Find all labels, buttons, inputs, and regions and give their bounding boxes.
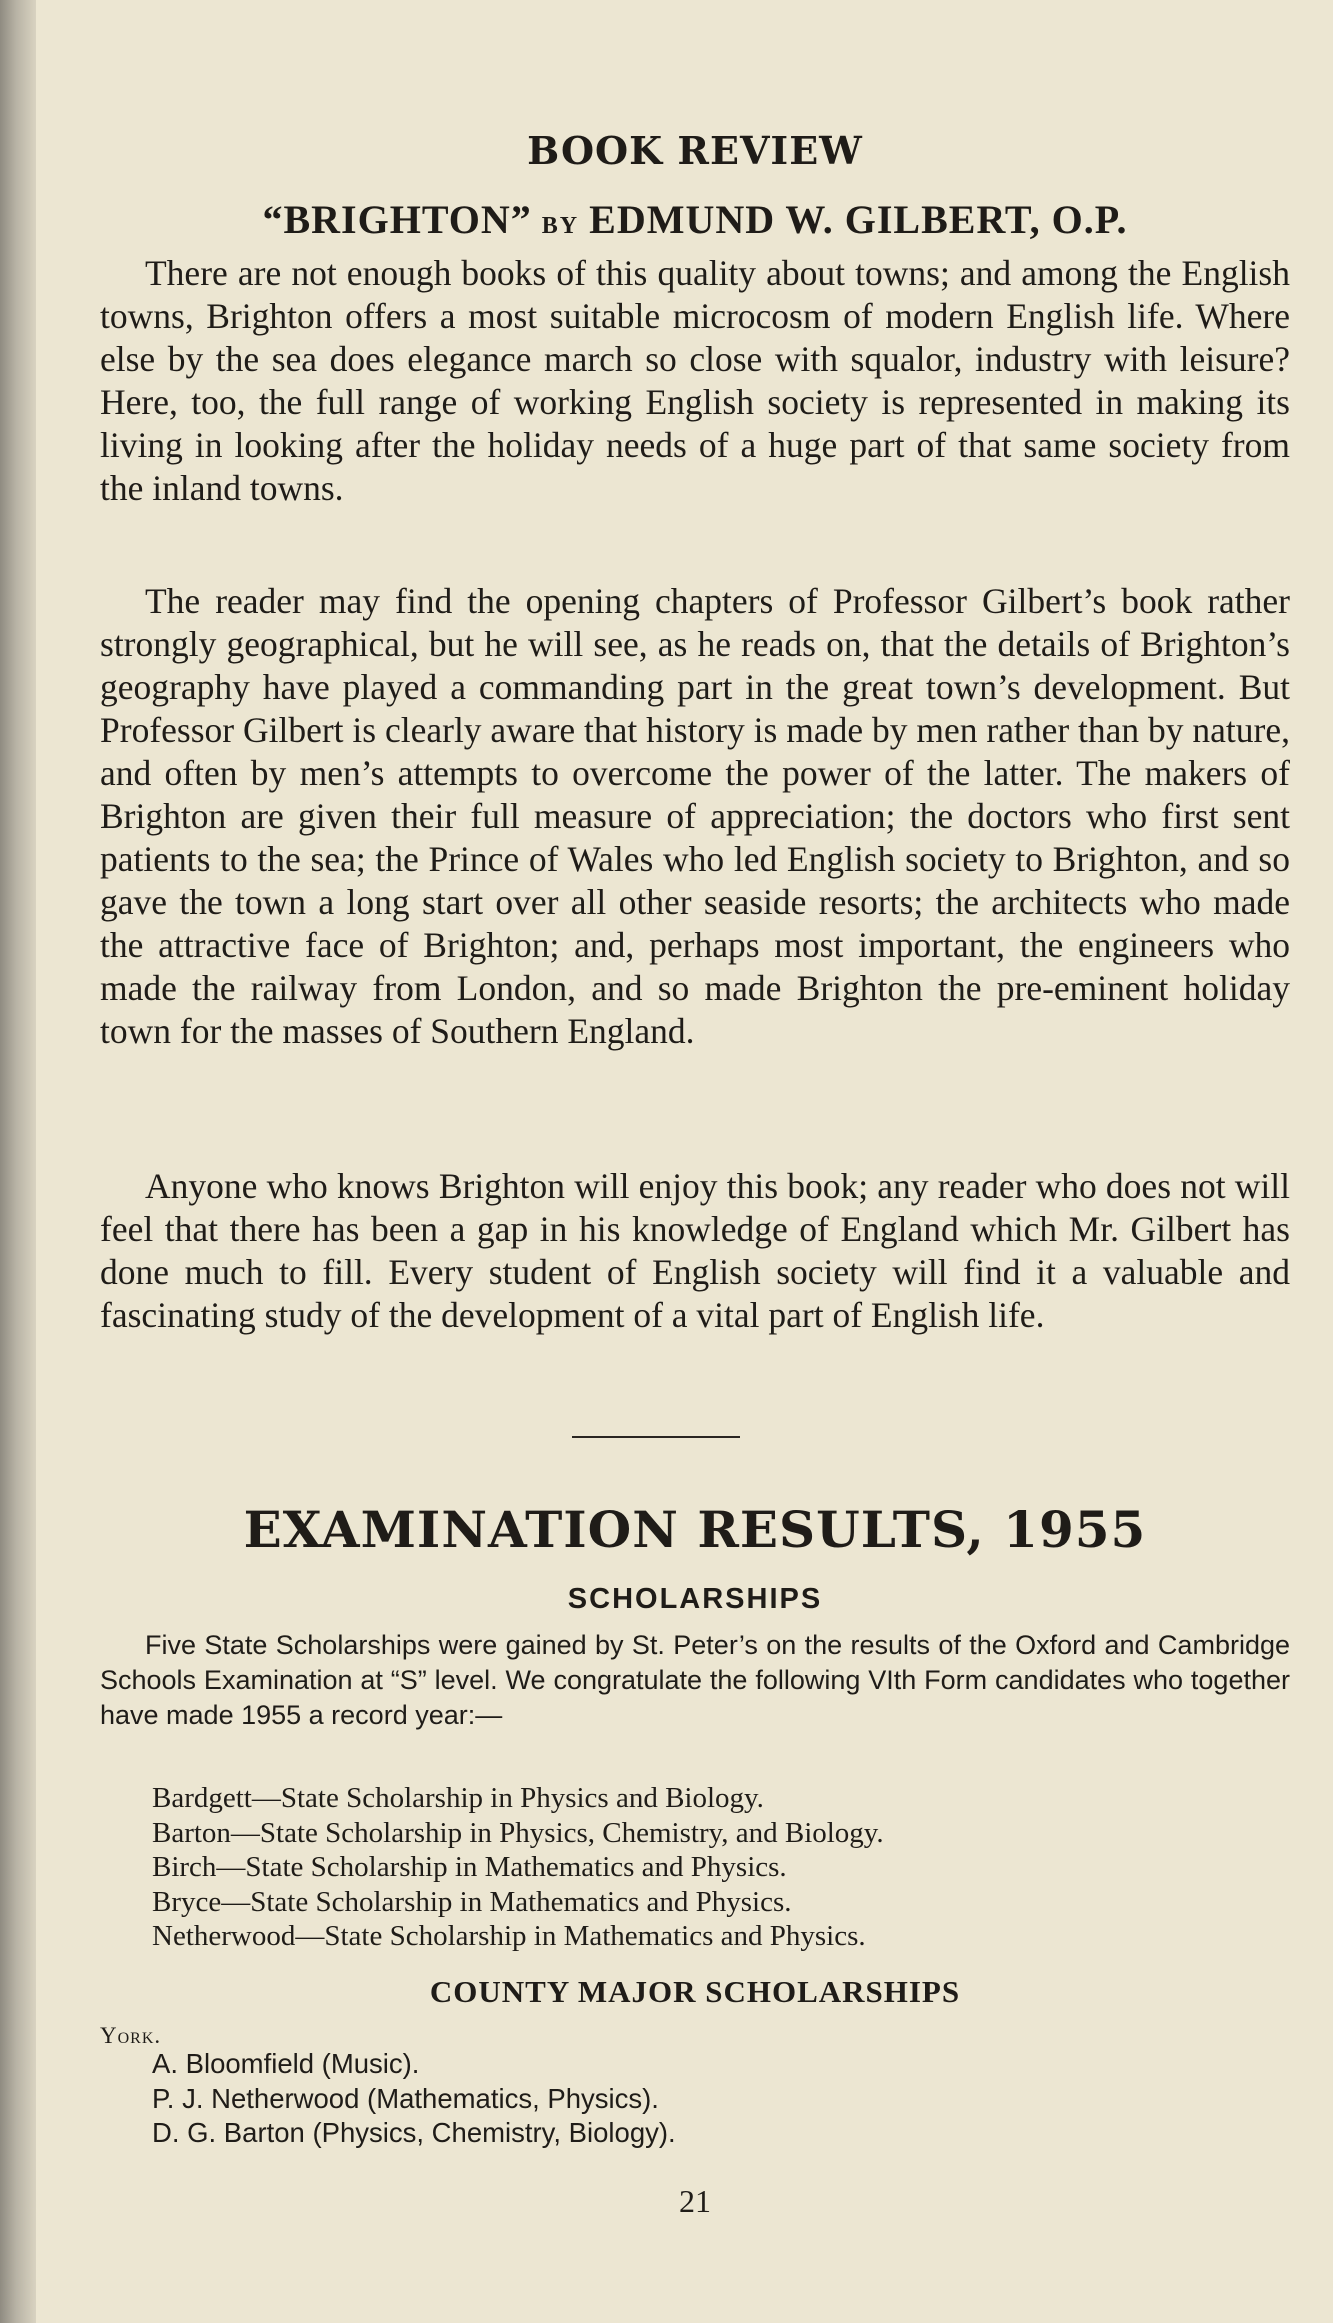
review-paragraph-1: There are not enough books of this quality about towns; and among the English towns, Brighton offers a most suitable microcosm of modern English life. Where else by the sea does elegance march so close with squalor, industry with leisure? Here, too, the full range of working English society is represented in making its living in looking after the holiday needs of a huge part of that same society from the inland towns.	[100, 253, 1290, 508]
state-scholarship-list	[152, 1781, 1252, 1954]
list-item: A. Bloomfield (Music).	[152, 2048, 420, 2079]
list-item: Bryce—State Scholarship in Mathematics and Physics.	[152, 1885, 792, 1918]
review-paragraph-3: Anyone who knows Brighton will enjoy this book; any reader who does not will feel that there has been a gap in his knowledge of England which Mr. Gilbert has done much to fill. Every student of English society will find it a valuable and fascinating study of the development of a vital part of English life.	[100, 1166, 1290, 1335]
county-region-label: York.	[100, 2023, 162, 2048]
section-divider	[572, 1436, 740, 1438]
list-item: P. J. Netherwood (Mathematics, Physics).	[152, 2082, 659, 2114]
scholarship-intro: Five State Scholarships were gained by St. Peter’s on the results of the Oxford and Cambridge Schools Examination at “S” level. We congratulate the following VIth Form candidates who together have made 1955 a record year:—	[100, 1630, 1290, 1730]
list-item: Birch—State Scholarship in Mathematics and Physics.	[152, 1851, 787, 1883]
list-item: Barton—State Scholarship in Physics, Chemistry, and Biology.	[152, 1816, 884, 1849]
scholarships-heading: SCHOLARSHIPS	[567, 1583, 823, 1615]
page-number: 21	[679, 2183, 711, 2219]
page	[100, 0, 1290, 2323]
review-paragraph-2: The reader may find the opening chapters of Professor Gilbert’s book rather strongly geographical, but he will see, as he reads on, that the details of Brighton’s geography have played a commanding part in the great town’s development. But Professor Gilbert is clearly aware that history is made by men rather than by nature, and often by men’s attempts to overcome the power of the latter. The makers of Brighton are given their full measure of appreciation; the doctors who first sent patients to the sea; the Prince of Wales who led English society to Brighton, and so gave the town a long start over all other seaside resorts; the architects who made the attractive face of Brighton; and, perhaps most important, the engineers who made the railway from London, and so made Brighton the pre-eminent holiday town for the masses of Southern England.	[100, 581, 1290, 1051]
book-author: EDMUND W. GILBERT, O.P.	[589, 197, 1128, 242]
book-review-subtitle	[100, 196, 1290, 243]
book-spine-shadow	[0, 0, 36, 2323]
book-title: “BRIGHTON”	[262, 197, 532, 242]
examination-results-heading: EXAMINATION RESULTS, 1955	[243, 1500, 1147, 1559]
by-word: BY	[541, 213, 580, 239]
list-item: D. G. Barton (Physics, Chemistry, Biology).	[152, 2117, 676, 2148]
county-scholarship-list	[152, 2047, 1252, 2151]
book-review-heading: BOOK REVIEW	[527, 128, 863, 173]
list-item: Netherwood—State Scholarship in Mathematics and Physics.	[152, 1920, 866, 1952]
county-major-scholarships-heading: COUNTY MAJOR SCHOLARSHIPS	[429, 1974, 961, 2009]
list-item: Bardgett—State Scholarship in Physics and Biology.	[152, 1782, 764, 1814]
